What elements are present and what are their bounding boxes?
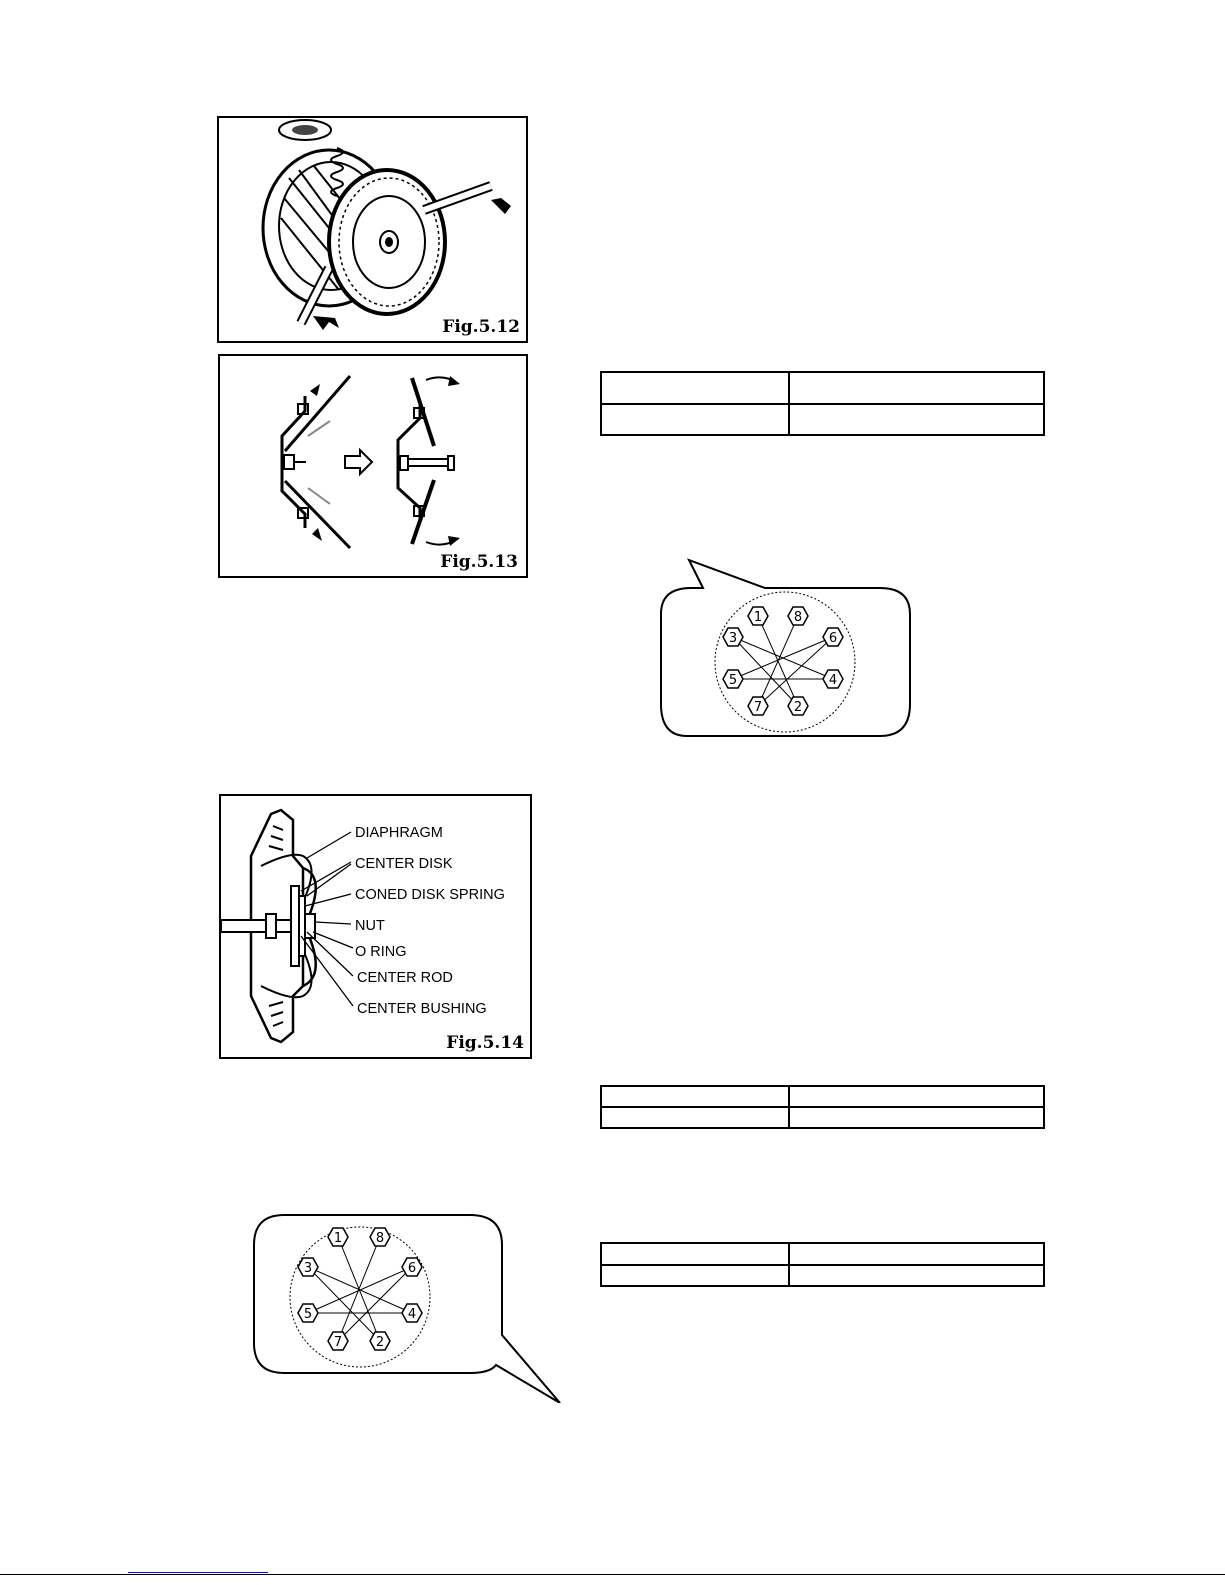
table-cell xyxy=(601,404,789,436)
figure-label: Fig.5.12 xyxy=(442,317,520,337)
table-cell xyxy=(601,1243,789,1265)
part-label-coned-disk-spring: CONED DISK SPRING xyxy=(355,887,505,903)
bolt-sequence-callout-bottom xyxy=(250,1213,570,1403)
bolt-number: 6 xyxy=(828,631,838,646)
table-cell xyxy=(789,1086,1044,1107)
bolt-sequence-callout-top xyxy=(655,556,925,746)
figure-5-12 xyxy=(217,116,528,343)
bolt-number: 6 xyxy=(407,1261,417,1276)
table-row xyxy=(601,1243,1044,1265)
figure-label: Fig.5.14 xyxy=(446,1033,524,1053)
part-label-o-ring: O RING xyxy=(355,944,407,960)
table-cell xyxy=(789,372,1044,404)
part-label-center-bushing: CENTER BUSHING xyxy=(357,1001,487,1017)
table-row xyxy=(601,372,1044,404)
table-cell xyxy=(601,372,789,404)
part-label-center-disk: CENTER DISK xyxy=(355,856,453,872)
part-label-nut: NUT xyxy=(355,918,385,934)
bolt-number: 8 xyxy=(375,1231,385,1246)
figure-label: Fig.5.13 xyxy=(440,552,518,572)
bolt-number: 3 xyxy=(728,631,738,646)
table-row xyxy=(601,1265,1044,1287)
part-label-center-rod: CENTER ROD xyxy=(357,970,453,986)
bolt-number: 3 xyxy=(303,1261,313,1276)
footer-link-underline[interactable] xyxy=(128,1572,268,1573)
bolt-number: 8 xyxy=(793,610,803,625)
table-row xyxy=(601,1086,1044,1107)
bolt-number: 4 xyxy=(407,1307,417,1322)
table-cell xyxy=(601,1265,789,1287)
pump-illustration xyxy=(219,118,526,341)
bolt-number: 2 xyxy=(793,700,803,715)
part-label-diaphragm: DIAPHRAGM xyxy=(355,825,443,841)
bolt-number: 1 xyxy=(753,610,763,625)
bolt-number: 7 xyxy=(753,700,763,715)
table-row xyxy=(601,1107,1044,1128)
figure-5-14 xyxy=(219,794,532,1059)
bolt-number: 1 xyxy=(333,1231,343,1246)
bolt-number: 5 xyxy=(728,673,738,688)
bolt-number: 7 xyxy=(333,1335,343,1350)
table-cell xyxy=(789,1243,1044,1265)
spec-table-2 xyxy=(600,1085,1045,1129)
spec-table-1 xyxy=(600,371,1045,436)
table-row xyxy=(601,404,1044,436)
table-cell xyxy=(601,1107,789,1128)
diaphragm-flip-diagram xyxy=(220,356,526,576)
figure-5-13 xyxy=(218,354,528,578)
table-cell xyxy=(789,404,1044,436)
table-cell xyxy=(601,1086,789,1107)
bolt-number: 5 xyxy=(303,1307,313,1322)
bolt-number: 4 xyxy=(828,673,838,688)
table-cell xyxy=(789,1265,1044,1287)
spec-table-3 xyxy=(600,1242,1045,1287)
bolt-number: 2 xyxy=(375,1335,385,1350)
table-cell xyxy=(789,1107,1044,1128)
page-bottom-rule xyxy=(0,1574,1225,1575)
